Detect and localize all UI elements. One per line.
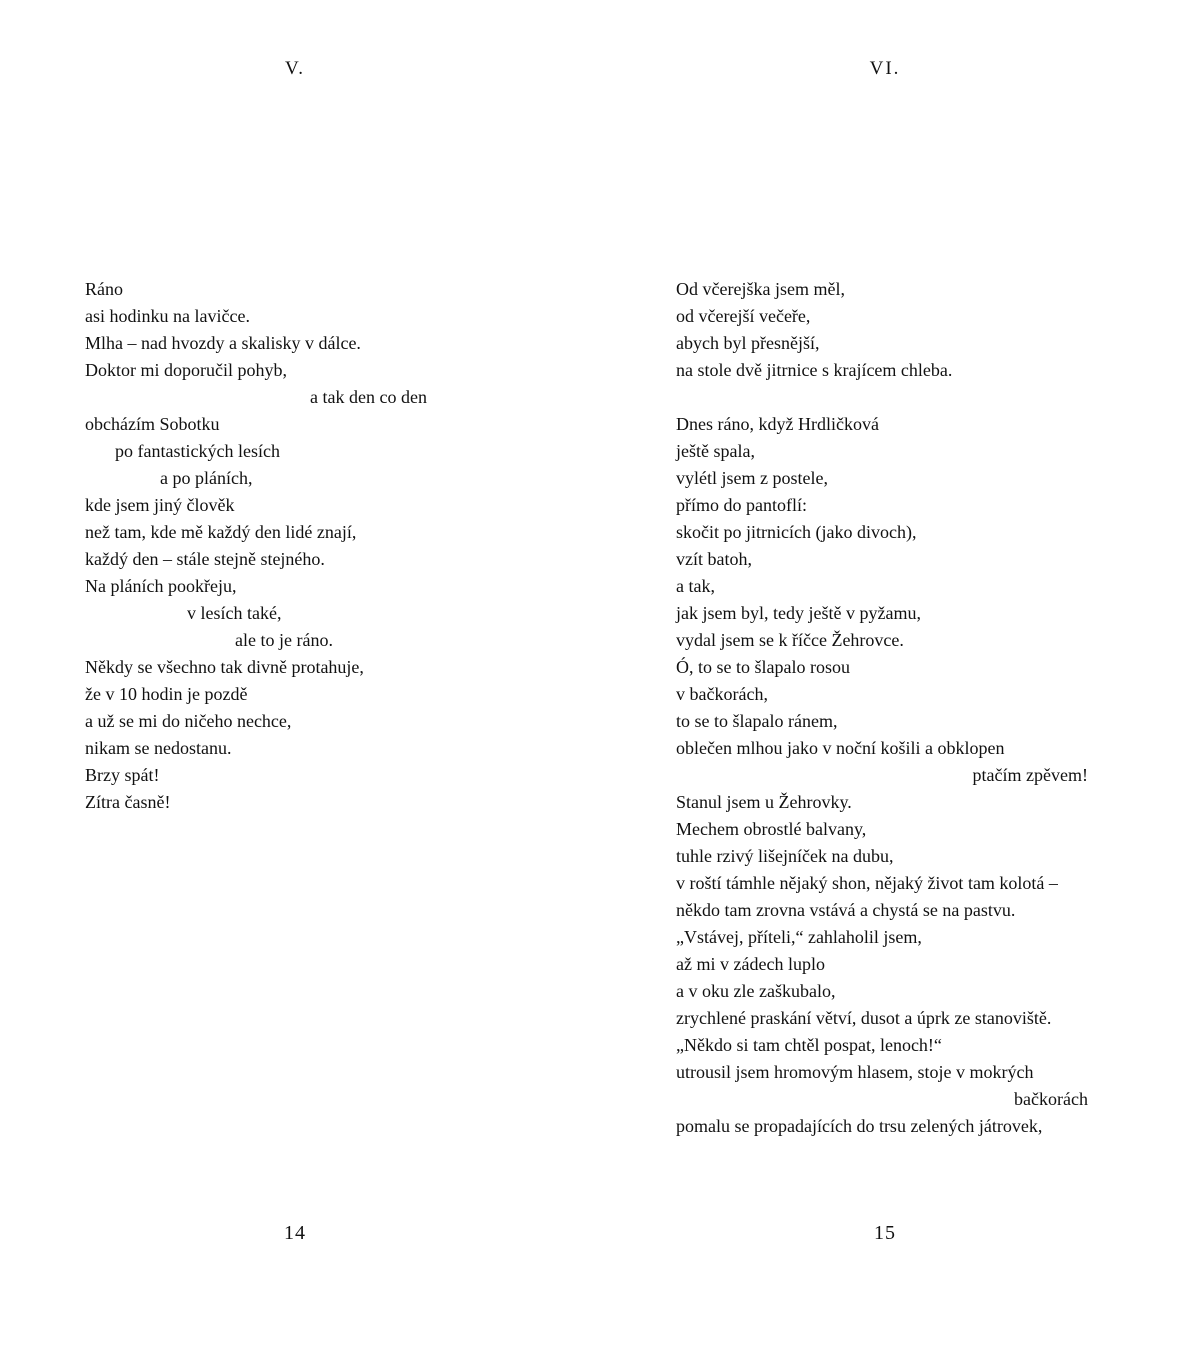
poem-line: vydal jsem se k říčce Žehrovce. bbox=[676, 630, 904, 650]
poem-line: oblečen mlhou jako v noční košili a obklopen bbox=[676, 738, 1005, 758]
poem-line: v roští támhle nějaký shon, nějaký život tam kolotá – bbox=[676, 873, 1058, 893]
poem-line: Někdy se všechno tak divně protahuje, bbox=[85, 657, 364, 677]
page-number: 15 bbox=[874, 1222, 896, 1244]
poem-line: tuhle rzivý lišejníček na dubu, bbox=[676, 846, 894, 866]
poem-line: „Vstávej, příteli,“ zahlaholil jsem, bbox=[676, 927, 922, 947]
poem-line: přímo do pantoflí: bbox=[676, 495, 807, 515]
poem-text bbox=[676, 276, 1088, 1140]
poem-line: nikam se nedostanu. bbox=[85, 738, 232, 758]
right-page bbox=[590, 0, 1180, 1358]
poem-line: a tak, bbox=[676, 576, 715, 596]
poem-line: v bačkorách, bbox=[676, 684, 768, 704]
poem-line: ale to je ráno. bbox=[235, 630, 333, 650]
poem-line: a v oku zle zaškubalo, bbox=[676, 981, 836, 1001]
poem-line: asi hodinku na lavičce. bbox=[85, 306, 250, 326]
poem-line: vylétl jsem z postele, bbox=[676, 468, 828, 488]
poem-line: Zítra časně! bbox=[85, 792, 171, 812]
poem-line: „Někdo si tam chtěl pospat, lenoch!“ bbox=[676, 1035, 942, 1055]
poem-text bbox=[85, 276, 485, 816]
poem-line: někdo tam zrovna vstává a chystá se na pastvu. bbox=[676, 900, 1016, 920]
poem-line: než tam, kde mě každý den lidé znají, bbox=[85, 522, 357, 542]
poem-line: zrychlené praskání větví, dusot a úprk ze stanoviště. bbox=[676, 1008, 1052, 1028]
poem-line: ptačím zpěvem! bbox=[972, 765, 1088, 785]
poem-line: kde jsem jiný člověk bbox=[85, 495, 235, 515]
poem-line: a už se mi do ničeho nechce, bbox=[85, 711, 292, 731]
chapter-heading: V. bbox=[284, 58, 306, 79]
poem-line: abych byl přesnější, bbox=[676, 333, 820, 353]
poem-line bbox=[676, 384, 1088, 411]
poem-line: Na pláních pookřeju, bbox=[85, 576, 237, 596]
poem-line: Doktor mi doporučil pohyb, bbox=[85, 360, 287, 380]
page-number: 14 bbox=[284, 1222, 306, 1244]
poem-line: obcházím Sobotku bbox=[85, 414, 220, 434]
poem-line: na stole dvě jitrnice s krajícem chleba. bbox=[676, 360, 953, 380]
poem-line: Dnes ráno, když Hrdličková bbox=[676, 414, 879, 434]
poem-line: a po pláních, bbox=[160, 468, 253, 488]
poem-line: Mechem obrostlé balvany, bbox=[676, 819, 867, 839]
poem-line: bačkorách bbox=[1014, 1089, 1088, 1109]
poem-line: ještě spala, bbox=[676, 441, 755, 461]
poem-line: to se to šlapalo ránem, bbox=[676, 711, 838, 731]
poem-line: Brzy spát! bbox=[85, 765, 160, 785]
poem-line: od včerejší večeře, bbox=[676, 306, 811, 326]
poem-line: jak jsem byl, tedy ještě v pyžamu, bbox=[676, 603, 921, 623]
poem-line: pomalu se propadajících do trsu zelených játrovek, bbox=[676, 1116, 1043, 1136]
poem-line: Stanul jsem u Žehrovky. bbox=[676, 792, 852, 812]
poem-line: po fantastických lesích bbox=[115, 441, 280, 461]
poem-line: Ó, to se to šlapalo rosou bbox=[676, 657, 850, 677]
poem-line: vzít batoh, bbox=[676, 549, 752, 569]
poem-line: skočit po jitrnicích (jako divoch), bbox=[676, 522, 917, 542]
poem-line: utrousil jsem hromovým hlasem, stoje v mokrých bbox=[676, 1062, 1034, 1082]
poem-line: v lesích také, bbox=[187, 603, 282, 623]
poem-line: každý den – stále stejně stejného. bbox=[85, 549, 325, 569]
left-page bbox=[0, 0, 590, 1358]
poem-line: Od včerejška jsem měl, bbox=[676, 279, 845, 299]
poem-line: až mi v zádech luplo bbox=[676, 954, 825, 974]
poem-line: Mlha – nad hvozdy a skalisky v dálce. bbox=[85, 333, 361, 353]
chapter-heading: VI. bbox=[869, 58, 901, 79]
poem-line: Ráno bbox=[85, 279, 123, 299]
poem-line: že v 10 hodin je pozdě bbox=[85, 684, 248, 704]
poem-line: a tak den co den bbox=[310, 387, 427, 407]
